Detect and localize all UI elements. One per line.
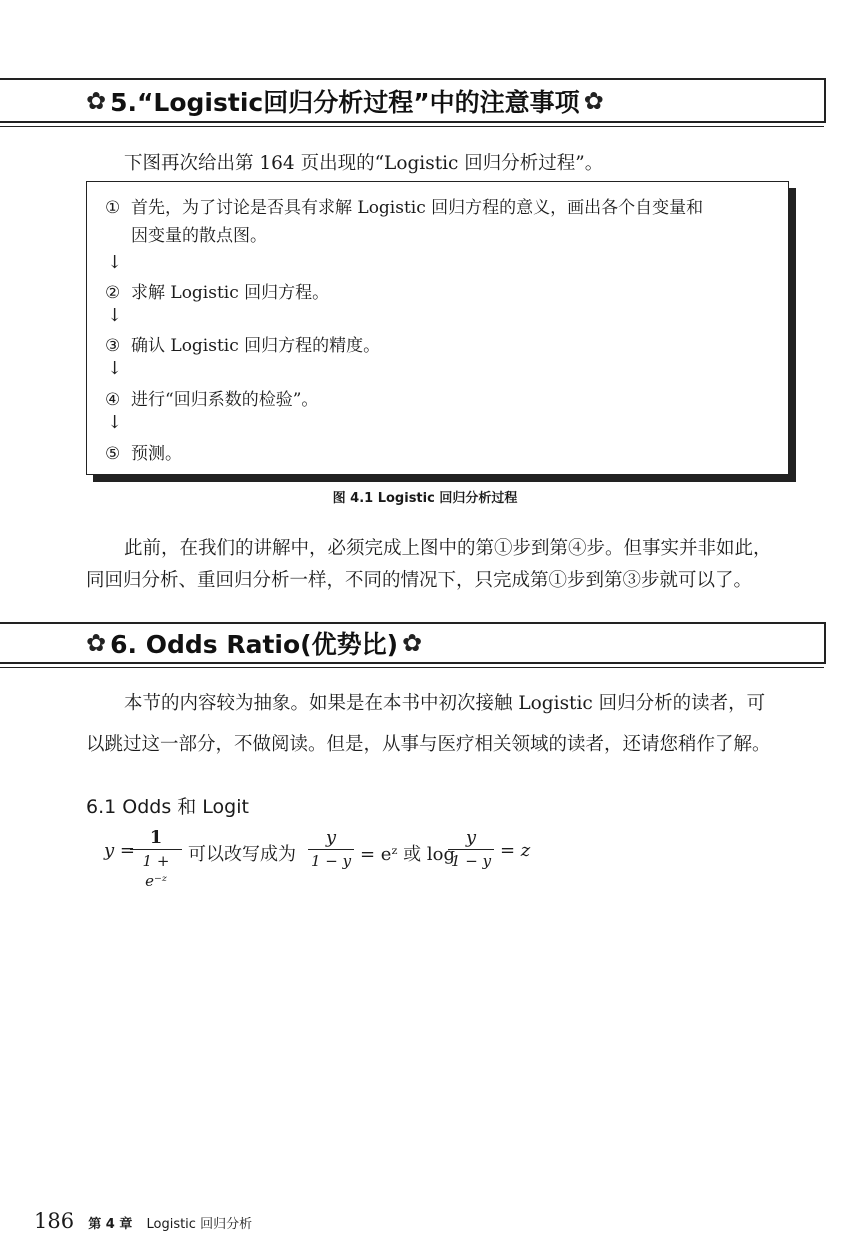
figure-caption: 图 4.1 Logistic 回归分析过程 <box>332 491 518 506</box>
section-5-title: 5.“Logistic回归分析过程”中的注意事项 <box>110 87 580 117</box>
heading-underline <box>0 667 824 668</box>
process-step-2 <box>105 279 329 307</box>
step-text: 求解 Logistic 回归方程。 <box>131 283 330 303</box>
formula-lhs: y = <box>104 840 135 861</box>
step-number: ⑤ <box>105 444 121 464</box>
step-number: ③ <box>105 336 121 356</box>
fraction-bar <box>308 849 354 850</box>
step-number: ② <box>105 283 121 303</box>
flower-icon: ✿ <box>86 86 107 115</box>
section-6-title: 6. Odds Ratio(优势比) <box>110 630 399 659</box>
flower-icon: ✿ <box>86 629 107 657</box>
process-step-5 <box>105 440 182 468</box>
intro-text: 下图再次给出第 164 页出现的“Logistic 回归分析过程”。 <box>124 153 604 174</box>
step-text: 确认 Logistic 回归方程的精度。 <box>131 336 381 356</box>
formula-fraction-3 <box>448 828 494 871</box>
fraction-numerator: 1 <box>149 827 163 848</box>
fraction-numerator: y <box>325 827 337 848</box>
fraction-bar <box>130 849 182 850</box>
paragraph-2-line-2: 以跳过这一部分，不做阅读。但是，从事与医疗相关领域的读者，还请您稍作了解。 <box>86 734 771 755</box>
step-text-continued: 因变量的散点图。 <box>131 226 267 246</box>
subsection-title: 6.1 Odds 和 Logit <box>86 796 249 818</box>
heading-underline <box>0 126 824 127</box>
section-5-heading <box>0 78 826 123</box>
fraction-bar <box>448 849 494 850</box>
step-text: 进行“回归系数的检验”。 <box>131 390 319 410</box>
formula-fraction-2 <box>308 828 354 871</box>
paragraph-1-line-2: 同回归分析、重回归分析一样，不同的情况下，只完成第①步到第③步就可以了。 <box>86 570 753 591</box>
formula-mid-text: 可以改写成为 <box>188 844 296 865</box>
chapter-label: 第 4 章 <box>88 1217 133 1232</box>
section-6-heading <box>0 622 826 664</box>
page-footer <box>34 1209 252 1233</box>
process-step-1 <box>105 194 703 250</box>
step-number: ① <box>105 198 121 218</box>
step-number: ④ <box>105 390 121 410</box>
down-arrow-icon: ↓ <box>107 412 123 433</box>
down-arrow-icon: ↓ <box>107 305 123 326</box>
process-step-4 <box>105 386 318 414</box>
formula-eq-3: = z <box>500 840 531 861</box>
fraction-denominator: 1 − y <box>450 852 492 870</box>
down-arrow-icon: ↓ <box>107 358 123 379</box>
step-text: 首先，为了讨论是否具有求解 Logistic 回归方程的意义，画出各个自变量和 <box>131 198 704 218</box>
section-5-title-row <box>86 83 604 119</box>
chapter-title: Logistic 回归分析 <box>146 1217 253 1232</box>
fraction-denominator: 1 + e⁻ᶻ <box>142 852 170 890</box>
process-step-3 <box>105 332 380 360</box>
paragraph-2-line-1: 本节的内容较为抽象。如果是在本书中初次接触 Logistic 回归分析的读者，可 <box>124 693 766 714</box>
paragraph-1-line-1: 此前，在我们的讲解中，必须完成上图中的第①步到第④步。但事实并非如此， <box>124 538 772 559</box>
process-box <box>86 181 789 475</box>
formula-fraction-1 <box>130 828 182 891</box>
flower-icon: ✿ <box>583 86 604 115</box>
formula-eq-2: = eᶻ 或 log <box>360 844 455 865</box>
down-arrow-icon: ↓ <box>107 252 123 273</box>
fraction-denominator: 1 − y <box>310 852 352 870</box>
fraction-numerator: y <box>465 827 477 848</box>
section-6-title-row <box>86 625 422 661</box>
page-number: 186 <box>34 1209 75 1233</box>
step-text: 预测。 <box>131 444 182 464</box>
flower-icon: ✿ <box>402 629 423 657</box>
